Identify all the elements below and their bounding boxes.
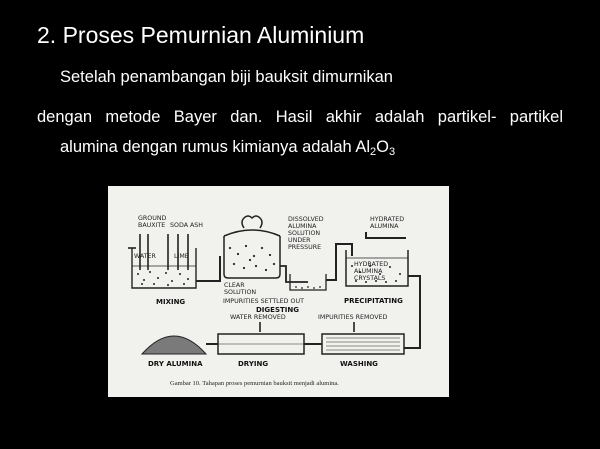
pipe-settler-to-precipitator — [326, 244, 352, 280]
word: akhir — [325, 108, 362, 126]
word: partikel — [509, 108, 563, 126]
drying-kiln — [218, 334, 304, 354]
formula-oxygen: O — [376, 138, 389, 156]
label-alumina: ALUMINA — [288, 223, 317, 230]
label-digesting: DIGESTING — [256, 306, 299, 314]
label-clear-solution: SOLUTION — [224, 289, 257, 296]
word: dan. — [230, 108, 263, 126]
label-hydrated: HYDRATED — [370, 216, 405, 223]
label-lime: LIME — [174, 253, 189, 260]
label-soda-ash: SODA ASH — [170, 222, 204, 229]
label-water: WATER — [134, 253, 156, 260]
pipe-hydrated-alumina-feed — [366, 232, 406, 238]
pipe-precipitator-to-washing — [404, 276, 420, 348]
label-hydrated-alumina: ALUMINA — [370, 223, 399, 230]
digester-vessel — [224, 216, 280, 278]
label-impurities-settled: IMPURITIES SETTLED OUT — [223, 298, 304, 305]
pipe-mixing-to-digester — [196, 256, 220, 281]
label-mixing: MIXING — [156, 298, 186, 306]
pipe-digester-to-settler — [280, 266, 308, 282]
mixing-tank-contents — [137, 271, 189, 286]
dry-alumina-pile — [142, 336, 206, 354]
washing-filter — [326, 338, 400, 350]
word: partikel- — [437, 108, 497, 126]
label-crystals: CRYSTALS — [354, 275, 386, 282]
label-under: UNDER — [288, 237, 311, 244]
label-bauxite: BAUXITE — [138, 222, 166, 229]
label-dissolved: DISSOLVED — [288, 216, 324, 223]
word: adalah — [374, 108, 425, 126]
washing-tank — [322, 334, 404, 354]
label-ground: GROUND — [138, 215, 167, 222]
label-washing: WASHING — [340, 360, 378, 368]
paragraph-line-3 — [60, 138, 395, 158]
formula-subscript-3: 3 — [389, 146, 396, 158]
mixing-feed-pipes — [128, 234, 188, 270]
label-dry-alumina: DRY ALUMINA — [148, 360, 203, 368]
label-pressure: PRESSURE — [288, 244, 322, 251]
paragraph-line-1: Setelah penambangan biji bauksit dimurnikan — [60, 68, 393, 86]
label-clear: CLEAR — [224, 282, 245, 289]
word: Hasil — [275, 108, 313, 126]
figure-caption: Gambar 10. Tahapan proses pemurnian bauksit menjadi alumina. — [170, 380, 339, 387]
digester-contents — [229, 245, 275, 271]
bayer-process-diagram — [108, 186, 449, 397]
formula-prefix: alumina dengan rumus kimianya adalah Al — [60, 138, 371, 156]
label-solution: SOLUTION — [288, 230, 321, 237]
label-crystals-hydrated: HYDRATED — [354, 261, 389, 268]
label-water-removed: WATER REMOVED — [230, 314, 286, 321]
label-precipitating: PRECIPITATING — [344, 297, 403, 305]
bayer-process-figure — [108, 186, 449, 397]
word: metode — [105, 108, 161, 126]
slide-title: 2. Proses Pemurnian Aluminium — [37, 22, 365, 48]
label-drying: DRYING — [238, 360, 269, 368]
word: dengan — [37, 108, 93, 126]
label-crystals-alumina: ALUMINA — [354, 268, 383, 275]
paragraph-line-2 — [37, 108, 563, 127]
settled-impurities — [295, 286, 321, 289]
formula-subscript-2: 2 — [370, 146, 377, 158]
label-impurities-removed: IMPURITIES REMOVED — [318, 314, 388, 321]
word: Bayer — [173, 108, 217, 126]
